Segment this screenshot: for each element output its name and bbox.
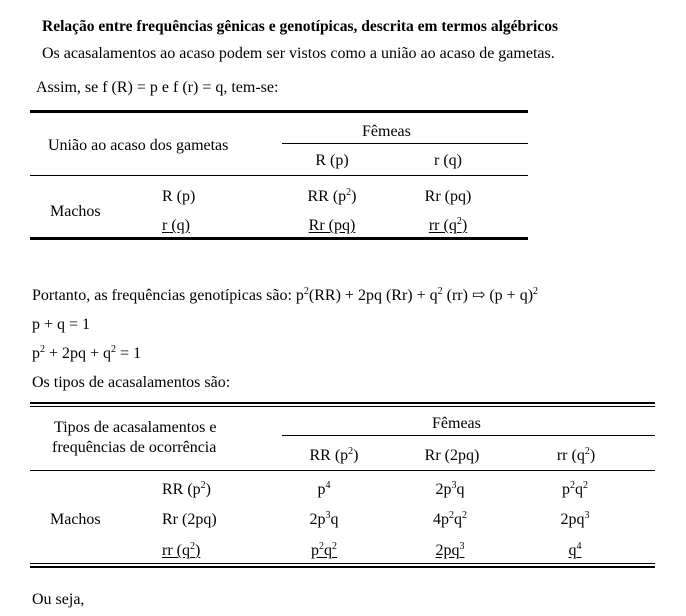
table1-cell: rr $(q^2)$ xyxy=(428,216,468,234)
table2-corner-line1: Tipos de acasalamentos e xyxy=(54,419,217,436)
assim-text: Assim, se f (R) = p e f (r) = q, tem-se: xyxy=(36,79,279,96)
table2-top-rule xyxy=(30,402,655,404)
table2-cell: $p^2q^2$ xyxy=(311,541,337,559)
table2-females-rule xyxy=(282,435,655,436)
table1-row-header: r (q) xyxy=(162,217,190,234)
table1-bottom-rule xyxy=(30,237,528,240)
table2-corner-line2: frequências de ocorrência xyxy=(52,439,217,456)
table2-top-rule-inner xyxy=(30,406,655,407)
table2-bottom-rule-inner xyxy=(30,563,655,564)
table1-header-rule xyxy=(30,175,528,176)
table2-cell: $q^4$ xyxy=(568,541,582,559)
equation-1: p + q = 1 xyxy=(32,316,91,333)
table2-cell: $2pq^3$ xyxy=(435,541,465,559)
intro-text: Os acasalamentos ao acaso podem ser vistos como a união ao acaso de gametas. xyxy=(42,45,555,62)
table1-cell: RR $(p^2)$ xyxy=(307,187,357,205)
table1-females-rule xyxy=(282,143,528,144)
table2-cell: $2p^3q$ xyxy=(309,510,339,528)
table1-males-label: Machos xyxy=(50,203,101,220)
section-heading: Relação entre frequências gênicas e genotípicas, descrita em termos algébricos xyxy=(42,18,558,35)
portanto-text: Portanto, as frequências genotípicas são: $p^2(RR) + 2pq$ $(Rr) + q^2$ (rr) ⇨ $(p + q)^2$ xyxy=(32,286,539,304)
table1-cell: Rr (pq) xyxy=(308,217,356,234)
table2-cell: $2pq^3$ xyxy=(560,510,590,528)
table2-cell: $p^2q^2$ xyxy=(562,480,588,498)
table2-cell: $p^4$ xyxy=(317,480,331,498)
table2-col-header: Rr (2pq) xyxy=(424,447,480,464)
ou-seja-text: Ou seja, xyxy=(32,591,85,608)
table1-row-header: R (p) xyxy=(162,188,196,205)
table2-bottom-rule xyxy=(30,566,655,568)
table2-males-label: Machos xyxy=(50,511,101,528)
table1-top-rule xyxy=(30,110,528,113)
table2-females-label: Fêmeas xyxy=(432,415,481,432)
table2-cell: $4p^2q^2$ xyxy=(433,510,467,528)
table1-females-label: Fêmeas xyxy=(362,123,411,140)
table2-cell: $2p^3q$ xyxy=(435,480,465,498)
table2-row-header: RR $(p^2)$ xyxy=(162,480,211,498)
table2-row-header: Rr (2pq) xyxy=(162,511,217,528)
table2-row-header: rr $(q^2)$ xyxy=(162,541,201,559)
table1-col-header: r (q) xyxy=(434,152,462,169)
table1-cell: Rr (pq) xyxy=(424,188,472,205)
tipos-intro-text: Os tipos de acasalamentos são: xyxy=(32,374,231,391)
table2-header-rule xyxy=(30,470,655,471)
table1-col-header: R (p) xyxy=(315,152,349,169)
table2-col-header: rr $(q^2)$ xyxy=(556,446,596,464)
equation-2: $p^2 + 2pq + q^2 = 1$ xyxy=(32,344,142,362)
table2-col-header: RR $(p^2)$ xyxy=(309,446,359,464)
table1-corner-label: União ao acaso dos gametas xyxy=(48,137,229,154)
